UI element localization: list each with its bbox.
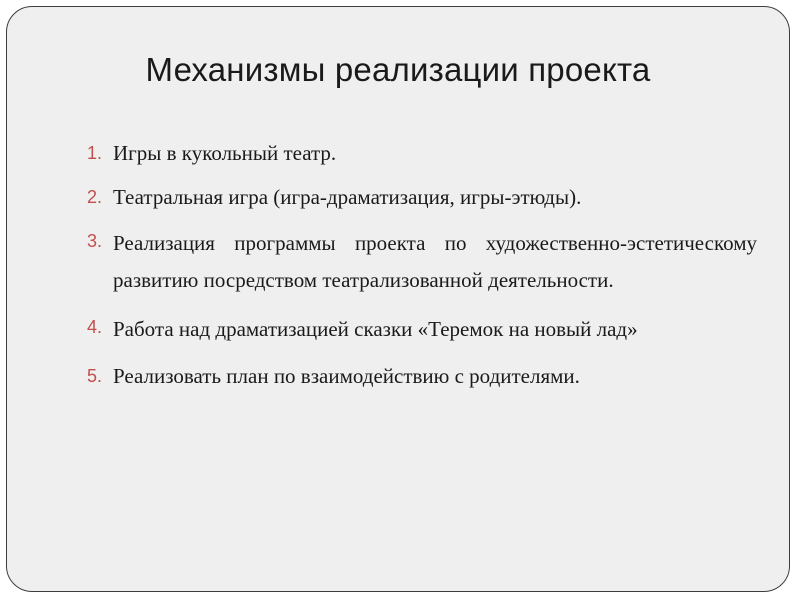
numbered-list bbox=[77, 137, 757, 404]
list-text: Реализация программы проекта по художественно-эстетическому развитию посредством театрализованной деятельности. bbox=[113, 231, 757, 292]
list-text: Театральная игра (игра-драматизация, игры-этюды). bbox=[113, 185, 582, 209]
list-item bbox=[77, 181, 757, 213]
list-number: 3. bbox=[87, 231, 103, 251]
list-item bbox=[77, 360, 757, 392]
list-item bbox=[77, 137, 757, 169]
list-text: Игры в кукольный театр. bbox=[113, 141, 337, 165]
list-number: 5. bbox=[87, 366, 103, 386]
list-text: Реализовать план по взаимодействию с родителями. bbox=[113, 364, 580, 388]
slide-title: Механизмы реализации проекта bbox=[145, 51, 651, 88]
slide bbox=[6, 6, 790, 592]
list-number: 2. bbox=[87, 187, 103, 207]
list-item bbox=[77, 311, 757, 348]
list-number: 1. bbox=[87, 143, 103, 163]
list-item bbox=[77, 225, 757, 299]
list-text: Работа над драматизацией сказки «Теремок на новый лад» bbox=[113, 317, 638, 341]
list-number: 4. bbox=[87, 317, 103, 337]
